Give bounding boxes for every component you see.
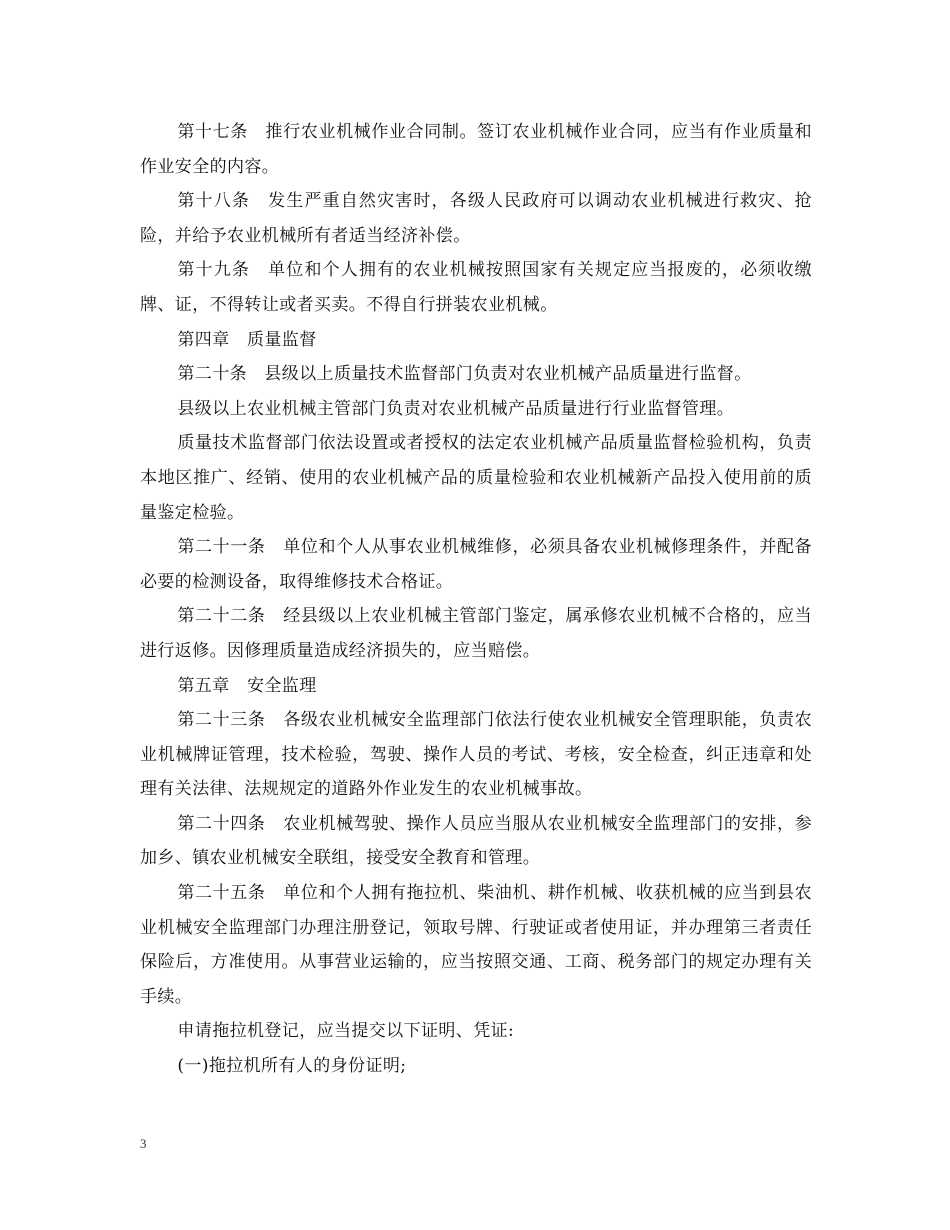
paragraph-article-18: 第十八条 发生严重自然灾害时，各级人民政府可以调动农业机械进行救灾、抢险，并给予农业机械所有者适当经济补偿。 <box>140 191 812 246</box>
chapter-heading-4: 第四章 质量监督 <box>177 329 317 350</box>
paragraph-article-20-clause-3: 质量技术监督部门依法设置或者授权的法定农业机械产品质量监督检验机构，负责本地区推广、经销、使用的农业机械产品的质量检验和农业机械新产品投入使用前的质量鉴定检验。 <box>140 433 812 523</box>
paragraph-article-21: 第二十一条 单位和个人从事农业机械维修，必须具备农业机械修理条件，并配备必要的检测设备，取得维修技术合格证。 <box>140 537 812 592</box>
paragraph-registration-intro: 申请拖拉机登记，应当提交以下证明、凭证: <box>177 1021 515 1042</box>
paragraph-article-22: 第二十二条 经县级以上农业机械主管部门鉴定，属承修农业机械不合格的，应当进行返修。因修理质量造成经济损失的，应当赔偿。 <box>140 606 812 661</box>
paragraph-article-24: 第二十四条 农业机械驾驶、操作人员应当服从农业机械安全监理部门的安排，参加乡、镇农业机械安全联组，接受安全教育和管理。 <box>140 813 812 869</box>
paragraph-article-17: 第十七条 推行农业机械作业合同制。签订农业机械作业合同，应当有作业质量和作业安全的内容。 <box>140 122 812 177</box>
paragraph-article-20-clause-2: 县级以上农业机械主管部门负责对农业机械产品质量进行行业监督管理。 <box>177 398 735 419</box>
paragraph-article-19: 第十九条 单位和个人拥有的农业机械按照国家有关规定应当报废的，必须收缴牌、证，不得转让或者买卖。不得自行拼装农业机械。 <box>140 260 812 315</box>
page-number: 3 <box>140 1136 147 1151</box>
document-body <box>140 115 812 1084</box>
paragraph-article-20: 第二十条 县级以上质量技术监督部门负责对农业机械产品质量进行监督。 <box>177 364 752 385</box>
list-item-1: (一)拖拉机所有人的身份证明; <box>177 1056 407 1077</box>
chapter-heading-5: 第五章 安全监理 <box>177 675 317 696</box>
paragraph-article-25: 第二十五条 单位和个人拥有拖拉机、柴油机、耕作机械、收获机械的应当到县农业机械安全监理部门办理注册登记，领取号牌、行驶证或者使用证，并办理第三者责任保险后，方准使用。从事营业运输的，应当按照交通、工商、税务部门的规定办理有关手续。 <box>140 883 812 1007</box>
paragraph-article-23: 第二十三条 各级农业机械安全监理部门依法行使农业机械安全管理职能，负责农业机械牌证管理，技术检验，驾驶、操作人员的考试、考核，安全检查，纠正违章和处理有关法律、法规规定的道路外作业发生的农业机械事故。 <box>140 710 812 800</box>
